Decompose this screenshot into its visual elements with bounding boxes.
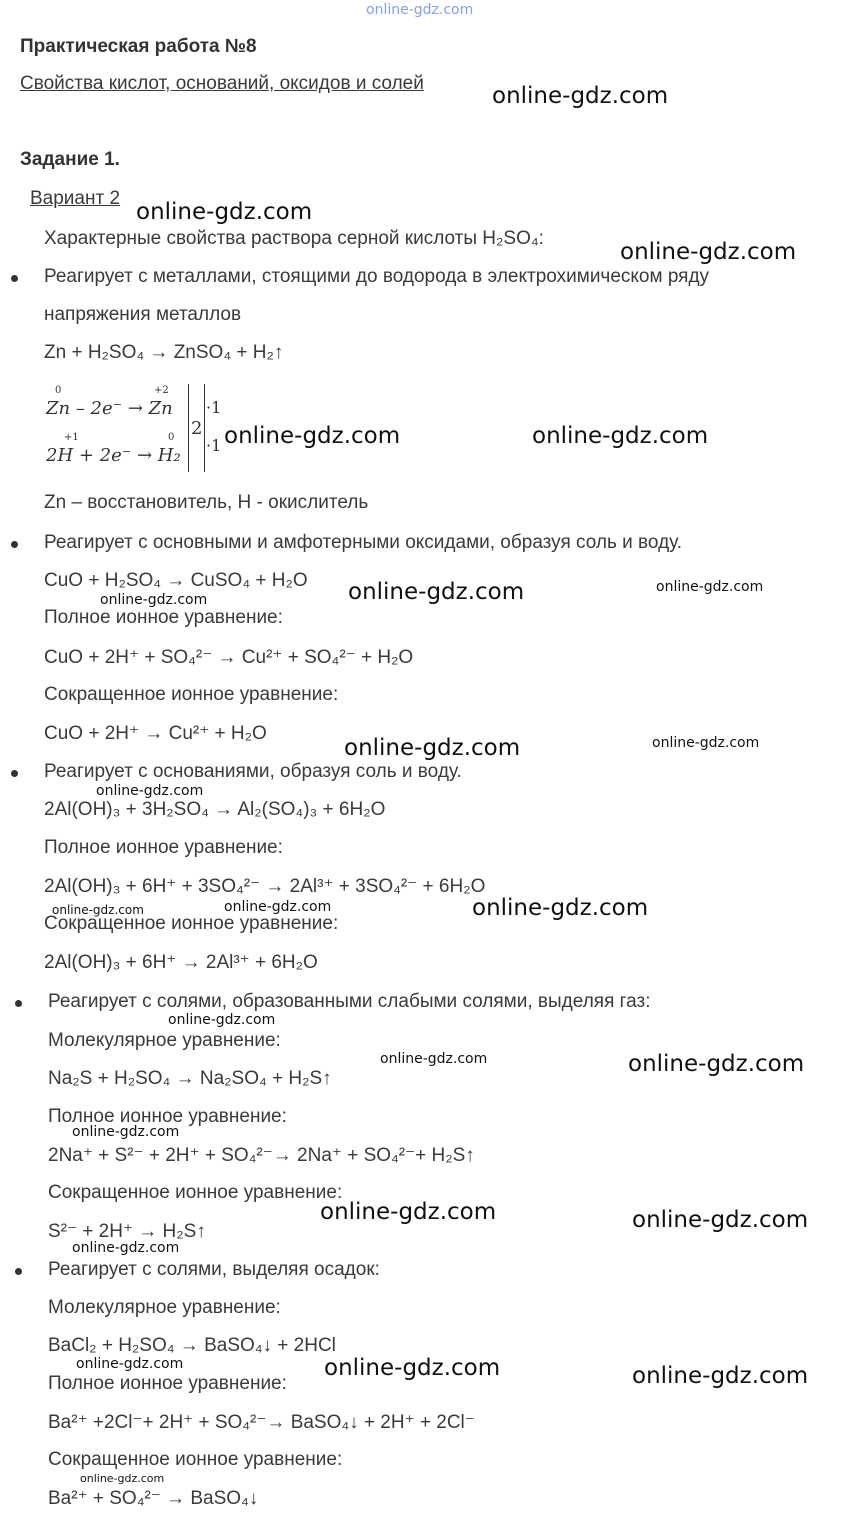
watermark: online-gdz.com [492,83,669,109]
watermark: online-gdz.com [656,579,764,595]
watermark: online-gdz.com [620,239,797,265]
bullet-icon [11,541,18,548]
watermark: online-gdz.com [100,592,208,608]
full-ionic-label: Полное ионное уравнение: [48,1373,287,1394]
oxidation-state: 0 [55,385,62,396]
short-ionic-label: Сокращенное ионное уравнение: [44,913,339,934]
section3-molecular: 2Al(OH)₃ + 3H₂SO₄ → Al₂(SO₄)₃ + 6H₂O [44,799,386,820]
watermark: online-gdz.com [632,1207,809,1233]
section1-conclusion: Zn – восстановитель, H - окислитель [44,492,369,513]
page-title: Практическая работа №8 [20,36,257,57]
section4-short-ionic: S²⁻ + 2H⁺ → H₂S↑ [48,1221,206,1242]
watermark: online-gdz.com [472,895,649,921]
section4-text: Реагирует с солями, образованными слабыми солями, выделяя газ: [48,991,651,1012]
variant-label: Вариант 2 [30,188,121,209]
bullet-icon [15,1000,22,1007]
bullet-icon [15,1268,22,1275]
section2-short-ionic: CuO + 2H⁺ → Cu²⁺ + H₂O [44,723,267,744]
molecular-label: Молекулярное уравнение: [48,1297,281,1318]
watermark: online-gdz.com [72,1240,180,1256]
bullet-icon [11,275,18,282]
watermark: online-gdz.com [224,899,332,915]
section3-full-ionic: 2Al(OH)₃ + 6H⁺ + 3SO₄²⁻ → 2Al³⁺ + 3SO₄²⁻ + 6H₂O [44,876,486,897]
molecular-label: Молекулярное уравнение: [48,1030,281,1051]
watermark: online-gdz.com [80,1472,165,1485]
watermark: online-gdz.com [224,423,401,449]
watermark: online-gdz.com [532,423,709,449]
section4-full-ionic: 2Na⁺ + S²⁻ + 2H⁺ + SO₄²⁻→ 2Na⁺ + SO₄²⁻+ H₂S↑ [48,1145,475,1166]
watermark: online-gdz.com [168,1012,276,1028]
balance-row: 2H + 2e⁻ → H₂ [46,445,181,466]
full-ionic-label: Полное ионное уравнение: [48,1106,287,1127]
balance-number: 2 [191,418,203,439]
balance-divider [188,384,189,472]
watermark-top: online-gdz.com [366,2,474,18]
watermark: online-gdz.com [324,1355,501,1381]
section5-text: Реагирует с солями, выделяя осадок: [48,1259,380,1280]
intro-text: Характерные свойства раствора серной кислоты H₂SO₄: [44,228,544,249]
bullet-icon [11,770,18,777]
watermark: online-gdz.com [96,783,204,799]
section2-text: Реагирует с основными и амфотерными оксидами, образуя соль и воду. [44,532,683,553]
watermark: online-gdz.com [628,1051,805,1077]
watermark: online-gdz.com [380,1051,488,1067]
section3-short-ionic: 2Al(OH)₃ + 6H⁺ → 2Al³⁺ + 6H₂O [44,952,318,973]
section5-full-ionic: Ba²⁺ +2Cl⁻+ 2H⁺ + SO₄²⁻→ BaSO₄↓ + 2H⁺ + 2Cl⁻ [48,1412,475,1433]
balance-divider [204,384,205,472]
task-heading: Задание 1. [20,149,120,170]
short-ionic-label: Сокращенное ионное уравнение: [48,1449,343,1470]
short-ionic-label: Сокращенное ионное уравнение: [48,1182,343,1203]
section1-equation: Zn + H₂SO₄ → ZnSO₄ + H₂↑ [44,342,284,363]
oxidation-state: +1 [64,432,79,443]
watermark: online-gdz.com [52,903,144,917]
section3-text: Реагирует с основаниями, образуя соль и воду. [44,761,462,782]
page-subtitle: Свойства кислот, оснований, оксидов и солей [20,73,424,94]
balance-coefficient: ·1 [206,398,222,417]
oxidation-state: +2 [154,385,169,396]
watermark: online-gdz.com [632,1363,809,1389]
section4-molecular: Na₂S + H₂SO₄ → Na₂SO₄ + H₂S↑ [48,1068,332,1089]
balance-coefficient: ·1 [206,436,222,455]
section5-molecular: BaCl₂ + H₂SO₄ → BaSO₄↓ + 2HCl [48,1335,336,1356]
oxidation-state: 0 [168,432,175,443]
section2-molecular: CuO + H₂SO₄ → CuSO₄ + H₂O [44,570,308,591]
section2-full-ionic: CuO + 2H⁺ + SO₄²⁻ → Cu²⁺ + SO₄²⁻ + H₂O [44,647,414,668]
watermark: online-gdz.com [320,1199,497,1225]
short-ionic-label: Сокращенное ионное уравнение: [44,684,339,705]
watermark: online-gdz.com [344,735,521,761]
section1-text: напряжения металлов [44,304,242,325]
watermark: online-gdz.com [348,579,525,605]
watermark: online-gdz.com [652,735,760,751]
section1-text: Реагирует с металлами, стоящими до водорода в электрохимическом ряду [44,266,710,287]
balance-row: Zn – 2e⁻ → Zn [46,398,173,419]
section5-short-ionic: Ba²⁺ + SO₄²⁻ → BaSO₄↓ [48,1488,259,1509]
full-ionic-label: Полное ионное уравнение: [44,607,283,628]
watermark: online-gdz.com [76,1356,184,1372]
watermark: online-gdz.com [136,199,313,225]
full-ionic-label: Полное ионное уравнение: [44,837,283,858]
watermark: online-gdz.com [72,1124,180,1140]
